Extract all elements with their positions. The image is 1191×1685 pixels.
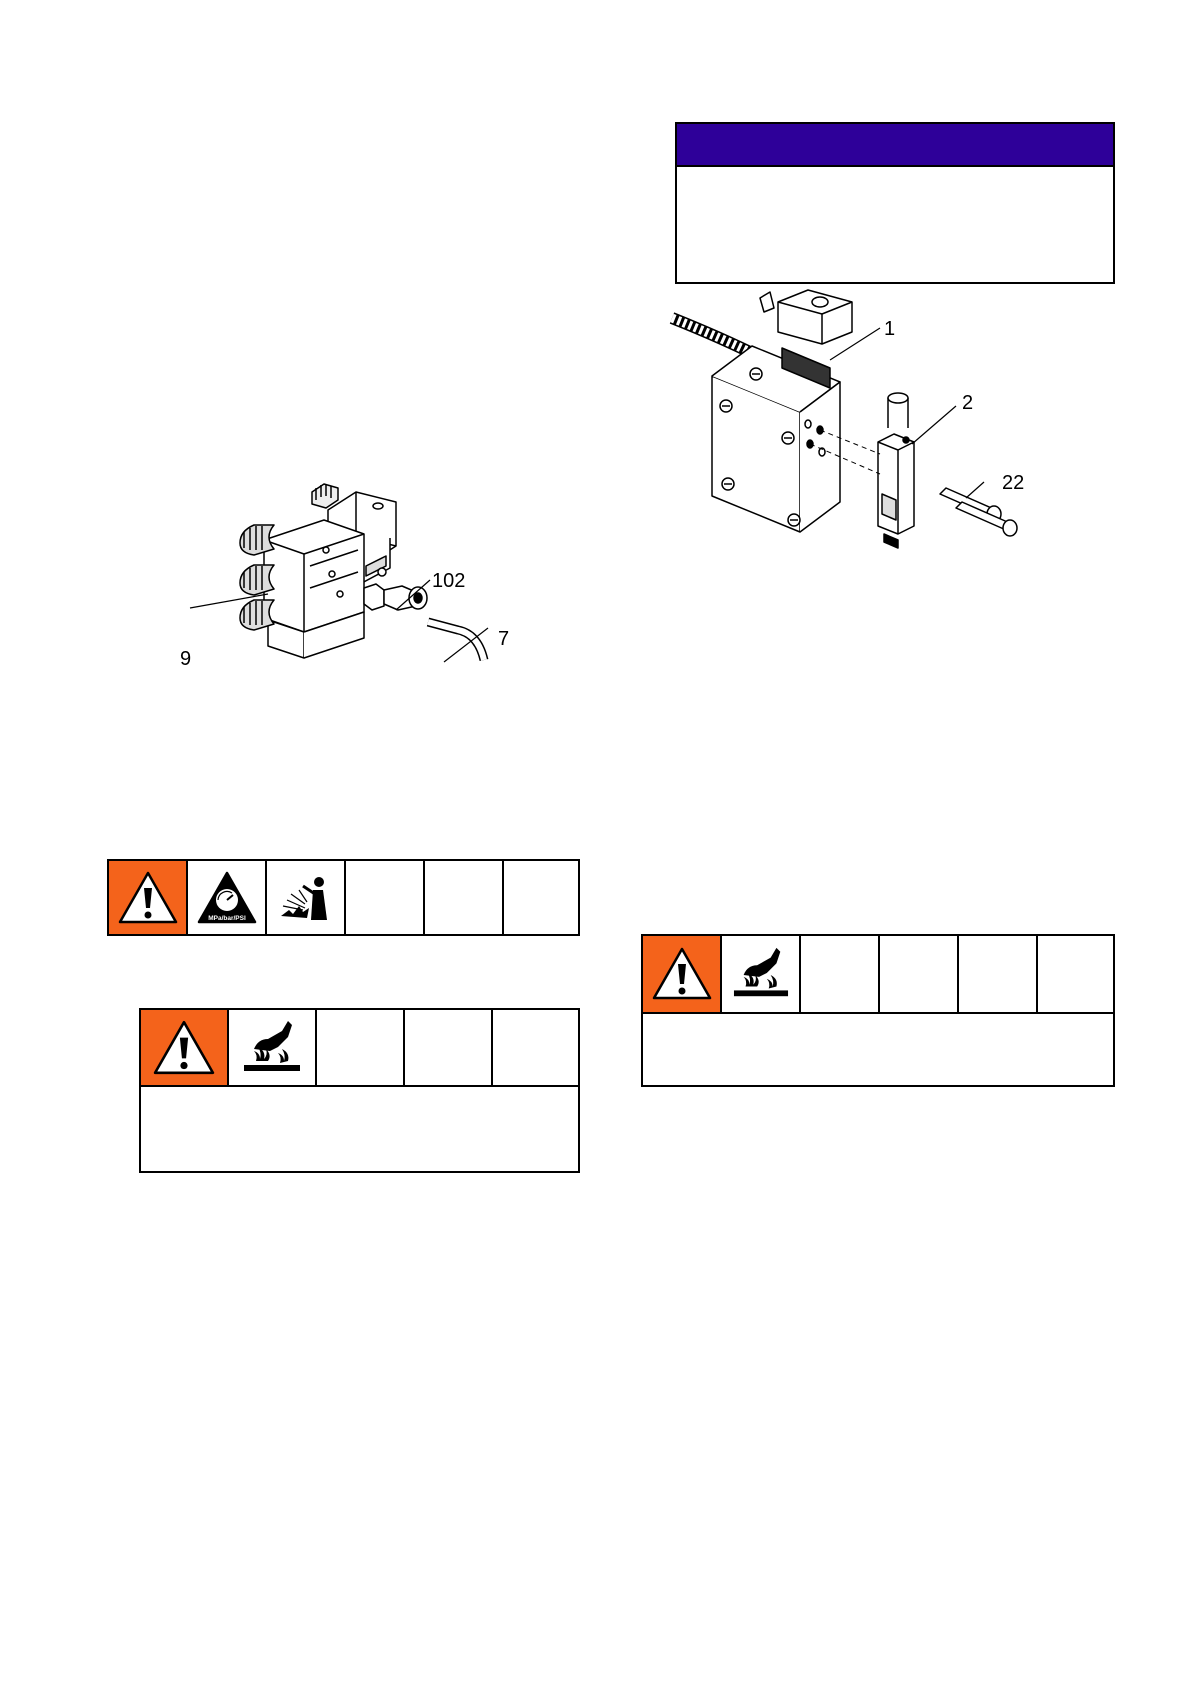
warning-text-area bbox=[141, 1085, 578, 1171]
warning-symbol-cell bbox=[109, 861, 188, 934]
pressure-gauge-icon bbox=[196, 870, 258, 926]
notice-box bbox=[675, 122, 1115, 284]
warning-table-hot-surface-left bbox=[139, 1008, 580, 1173]
warning-table-pressure bbox=[107, 859, 580, 936]
valve-assembly-illustration bbox=[160, 470, 540, 725]
empty-symbol-cell bbox=[493, 1010, 578, 1085]
empty-symbol-cell bbox=[317, 1010, 405, 1085]
callout-part-102: 102 bbox=[432, 570, 466, 592]
warning-triangle-icon bbox=[651, 946, 713, 1002]
empty-symbol-cell bbox=[425, 861, 504, 934]
pressure-symbol-cell bbox=[188, 861, 267, 934]
hot-surface-symbol-cell bbox=[229, 1010, 317, 1085]
callout-part-22: 22 bbox=[1002, 472, 1025, 494]
warning-symbol-cell bbox=[141, 1010, 229, 1085]
empty-symbol-cell bbox=[1038, 936, 1113, 1012]
empty-symbol-cell bbox=[405, 1010, 493, 1085]
callout-part-1: 1 bbox=[884, 318, 896, 340]
empty-symbol-cell bbox=[959, 936, 1038, 1012]
callout-part-9: 9 bbox=[180, 648, 192, 670]
warning-triangle-icon bbox=[117, 870, 179, 926]
hot-surface-symbol-cell bbox=[722, 936, 801, 1012]
notice-header bbox=[677, 124, 1113, 167]
callout-part-7: 7 bbox=[498, 628, 510, 650]
empty-symbol-cell bbox=[504, 861, 578, 934]
empty-symbol-cell bbox=[801, 936, 880, 1012]
warning-symbol-cell bbox=[643, 936, 722, 1012]
injection-symbol-cell bbox=[267, 861, 346, 934]
hot-surface-icon bbox=[730, 946, 792, 1002]
hot-surface-icon bbox=[240, 1019, 304, 1077]
warning-text-area bbox=[643, 1012, 1113, 1085]
empty-symbol-cell bbox=[346, 861, 425, 934]
pressure-unit-label: MPa/bar/PSI bbox=[207, 914, 246, 922]
callout-part-2: 2 bbox=[962, 392, 974, 414]
warning-table-hot-surface-right bbox=[641, 934, 1115, 1087]
empty-symbol-cell bbox=[880, 936, 959, 1012]
warning-triangle-icon bbox=[152, 1019, 216, 1077]
skin-injection-icon bbox=[275, 870, 337, 926]
